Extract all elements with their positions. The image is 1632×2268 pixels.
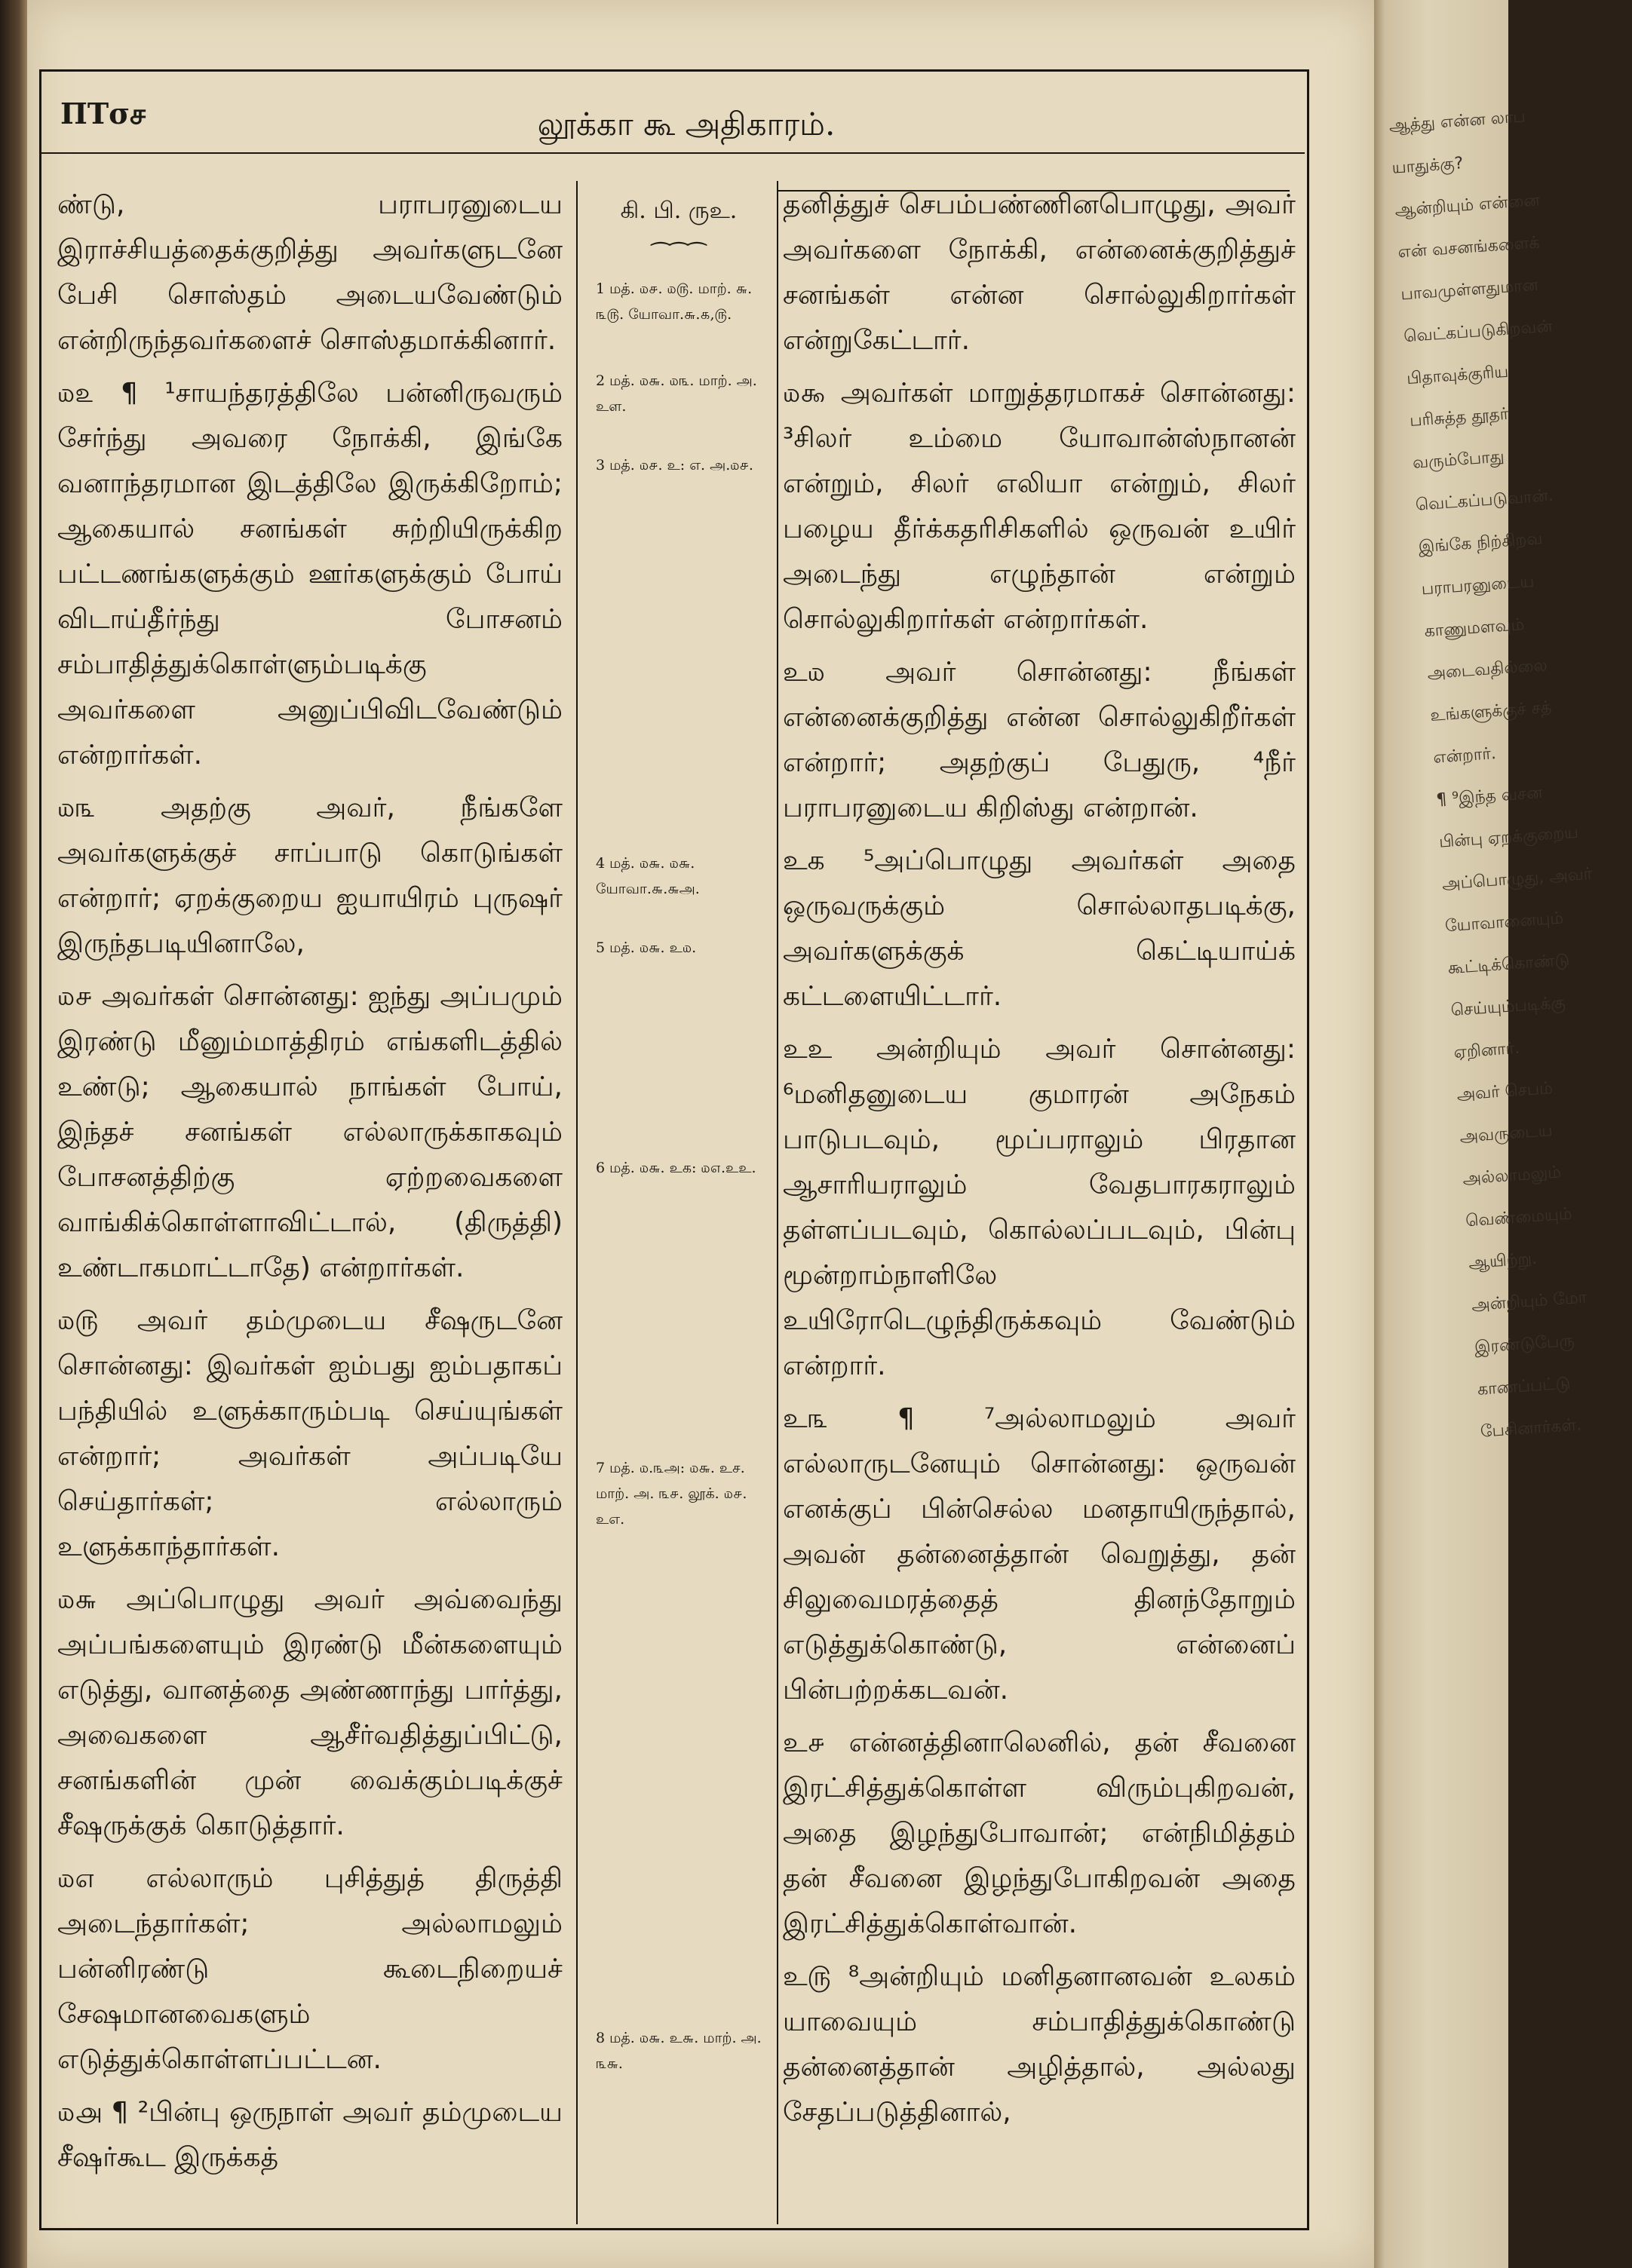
facing-page-line: பிதாவுக்குரிய: [1406, 362, 1510, 389]
facing-page-line: வரும்போது: [1412, 447, 1505, 473]
facing-page-line: என் வசனங்களைக்: [1397, 233, 1541, 262]
facing-page-line: பரிசுத்த தூதர்: [1409, 404, 1510, 431]
cross-reference: 3 மத். ௰௪. உ: எ. அ.௰௪.: [596, 457, 753, 474]
facing-page-line: ¶ ⁹இந்த வசன: [1435, 783, 1544, 810]
facing-page-line: ஆயிற்று.: [1468, 1249, 1538, 1273]
facing-page-line: பேசினார்கள்.: [1480, 1415, 1583, 1442]
running-title: லூக்கா கூ அதிகாரம்.: [537, 106, 836, 143]
facing-page-line: ஆத்து என்ன லாப: [1388, 107, 1526, 136]
right-text-column: [783, 182, 1296, 2143]
verse-paragraph: உ௫ ⁸அன்றியும் மனிதனானவன் உலகம் யாவையும் சம்பாதித்துக்கொண்டு தன்னைத்தான் அழித்தால், அல்லது சேதப்படுத்தினால்,: [783, 1961, 1296, 2128]
verse-paragraph: ண்டு, பராபரனுடைய இராச்சியத்தைக்குறித்து அவர்களுடனே பேசி சொஸ்தம் அடையவேண்டும் என்றிருந்தவர்களைச் சொஸ்தமாக்கினார்.: [57, 189, 563, 356]
facing-page-line: அவர் செபம்: [1456, 1078, 1554, 1105]
facing-page-line: பராபரனுடைய: [1421, 572, 1535, 599]
facing-page-line: என்றார்.: [1432, 744, 1497, 768]
facing-page-line: உங்களுக்குச் சத்: [1429, 697, 1552, 725]
cross-reference: 5 மத். ௰௬. உ௰.: [596, 939, 697, 956]
verse-paragraph: உ௰ அவர் சொன்னது: நீங்கள் என்னைக்குறித்து என்ன சொல்லுகிறீர்கள் என்றார்; அதற்குப் பேதுரு, ⁴நீர் பராபரனுடைய கிறிஸ்து என்றான்.: [783, 657, 1296, 823]
cross-reference: 4 மத். ௰௬. ௰௬. யோவா.௬.௬அ.: [596, 855, 700, 897]
facing-page-line: வெட்கப்படுவான்.: [1415, 486, 1554, 515]
verse-paragraph: உ௩ ¶ ⁷அல்லாமலும் அவர் எல்லாருடனேயும் சொன்னது: ஒருவன் எனக்குப் பின்செல்ல மனதாயிருந்தால், அவன் தன்னைத்தான் வெறுத்து, தன் சிலுவைமரத்தைத் தினந்தோறும் எடுத்துக்கொண்டு, என்னைப் பின்பற்றக்கடவன்.: [783, 1403, 1296, 1706]
facing-page-line: பாவமுள்ளதுமான: [1400, 275, 1539, 305]
facing-page-line: அடைவதில்லை: [1426, 656, 1548, 684]
verse-paragraph: ௰௨ ¶ ¹சாயந்தரத்திலே பன்னிருவரும் சேர்ந்து அவரை நோக்கி, இங்கே வனாந்தரமான இடத்திலே இருக்கிறோம்; ஆகையால் சனங்கள் சுற்றியிருக்கிற பட்டணங்களுக்கும் ஊர்களுக்கும் போய் விடாய்தீர்ந்து போசனம் சம்பாதித்துக்கொள்ளும்படிக்கு அவர்களை அனுப்பிவிடவேண்டும் என்றார்கள்.: [57, 378, 563, 771]
verse-paragraph: உஉ அன்றியும் அவர் சொன்னது: ⁶மனிதனுடைய குமாரன் அநேகம் பாடுபடவும், மூப்பராலும் பிரதான ஆசாரியராலும் வேதபாரகராலும் தள்ளப்படவும், கொல்லப்படவும், பின்பு மூன்றாம்நாளிலே உயிரோடெழுந்திருக்கவும் வேண்டும் என்றார்.: [783, 1034, 1296, 1381]
facing-page-line: அவருடைய: [1459, 1121, 1554, 1147]
facing-page-line: யாதுக்கு?: [1391, 154, 1465, 178]
facing-page-line: அல்லாமலும்: [1462, 1163, 1562, 1189]
column-rule-left: [576, 181, 578, 2224]
verse-paragraph: ௰௮ ¶ ²பின்பு ஒருநாள் அவர் தம்முடைய சீஷர்கூட இருக்கத்: [57, 2097, 563, 2173]
verse-paragraph: தனித்துச் செபம்பண்ணினபொழுது, அவர் அவர்களை நோக்கி, என்னைக்குறித்துச் சனங்கள் என்ன சொல்லுகிறார்கள் என்றுகேட்டார்.: [783, 189, 1296, 356]
ornament-flourish: ⁀⁀⁀: [651, 243, 707, 269]
facing-page-line: பின்பு ஏறக்குறைய: [1438, 823, 1579, 852]
facing-page-line: வெண்மையும்: [1465, 1204, 1573, 1231]
verse-paragraph: உக ⁵அப்பொழுது அவர்கள் அதை ஒருவருக்கும் சொல்லாதபடிக்கு, அவர்களுக்குக் கெட்டியாய்க் கட்டளையிட்டார்.: [783, 845, 1296, 1012]
page-number: ΠΤσச: [60, 97, 146, 130]
facing-page-line: யோவானையும்: [1444, 909, 1564, 936]
facing-page-line: இரண்டுபேரு: [1474, 1331, 1575, 1357]
facing-page-line: காணுமளவும்: [1423, 615, 1526, 642]
facing-page-line: ஏறினார்.: [1453, 1038, 1520, 1062]
reference-column-heading: கி. பி. ருஉ.: [620, 198, 738, 224]
facing-page-line: ஆன்றியும் என்னை: [1394, 191, 1541, 220]
facing-page-line: காணப்பட்டு: [1477, 1374, 1572, 1399]
verse-paragraph: ௰௭ எல்லாரும் புசித்துத் திருத்தி அடைந்தார்கள்; அல்லாமலும் பன்னிரண்டு கூடைநிறையச் சேஷமானவைகளும் எடுத்துக்கொள்ளப்பட்டன.: [57, 1863, 563, 2075]
facing-page-line: இங்கே நிற்கிறவ: [1418, 529, 1544, 557]
facing-page-line: வெட்கப்படுகிறவன்: [1403, 317, 1554, 347]
cross-reference: 1 மத். ௰௪. ௰௫. மாற். ௬. ௩௫. யோவா.௬.௧,௫.: [596, 280, 753, 323]
verse-paragraph: உ௪ என்னத்தினாலெனில், தன் சீவனை இரட்சித்துக்கொள்ள விரும்புகிறவன், அதை இழந்துபோவான்; என்நிமித்தம் தன் சீவனை இழந்துபோகிறவன் அதை இரட்சித்துக்கொள்வான்.: [783, 1727, 1296, 1939]
verse-paragraph: ௰௫ அவர் தம்முடைய சீஷருடனே சொன்னது: இவர்கள் ஐம்பது ஐம்பதாகப் பந்தியில் உளுக்காரும்படி செய்யுங்கள் என்றார்; அவர்கள் அப்படியே செய்தார்கள்; எல்லாரும் உளுக்காந்தார்கள்.: [57, 1305, 563, 1562]
cross-reference: 8 மத். ௰௬. உ௬. மாற். அ. ௩௬.: [596, 2030, 762, 2072]
verse-paragraph: ௰௬ அப்பொழுது அவர் அவ்வைந்து அப்பங்களையும் இரண்டு மீன்களையும் எடுத்து, வானத்தை அண்ணாந்து பார்த்து, அவைகளை ஆசீர்வதித்துப்பிட்டு, சனங்களின் முன் வைக்கும்படிக்குச் சீஷருக்குக் கொடுத்தார்.: [57, 1584, 563, 1841]
facing-page-line: அப்பொழுது, அவர்: [1441, 864, 1593, 894]
verse-paragraph: ௰௪ அவர்கள் சொன்னது: ஐந்து அப்பமும் இரண்டு மீனும்மாத்திரம் எங்களிடத்தில் உண்டு; ஆகையால் நாங்கள் போய், இந்தச் சனங்கள் எல்லாருக்காகவும் போசனத்திற்கு ஏற்றவைகளை வாங்கிக்கொள்ளாவிட்டால், (திருத்தி) உண்டாகமாட்டாதே) என்றார்கள்.: [57, 981, 563, 1283]
facing-page-line: கூட்டிக்கொண்டு: [1447, 950, 1571, 979]
left-text-column: [57, 182, 563, 2188]
verse-paragraph: ௰௩ அதற்கு அவர், நீங்களே அவர்களுக்குச் சாப்பாடு கொடுங்கள் என்றார்; ஏறக்குறைய ஐயாயிரம் புருஷர் இருந்தபடியினாலே,: [57, 792, 563, 959]
column-rule-right: [777, 181, 778, 2224]
cross-reference: 2 மத். ௰௬. ௰௩. மாற். அ. உள.: [596, 372, 757, 415]
facing-page-line: செய்யும்படிக்கு: [1450, 993, 1566, 1021]
cross-reference: 6 மத். ௰௬. உக: ௰௭.உஉ.: [596, 1160, 756, 1176]
verse-paragraph: ௰௯ அவர்கள் மாறுத்தரமாகச் சொன்னது: ³சிலர் உம்மை யோவான்ஸ்நானன் என்றும், சிலர் எலியா என்றும், சிலர் பழைய தீர்க்கதரிசிகளில் ஒருவன் உயிர் அடைந்து எழுந்தான் என்றும் சொல்லுகிறார்கள் என்றார்கள்.: [783, 378, 1296, 635]
cross-reference: 7 மத். ௰.௩அ: ௰௬. உச. மாற். அ. ௩௪. லூக். ௰௪. உஎ.: [596, 1460, 747, 1528]
facing-page-line: அன்றியும் மோ: [1471, 1288, 1588, 1316]
